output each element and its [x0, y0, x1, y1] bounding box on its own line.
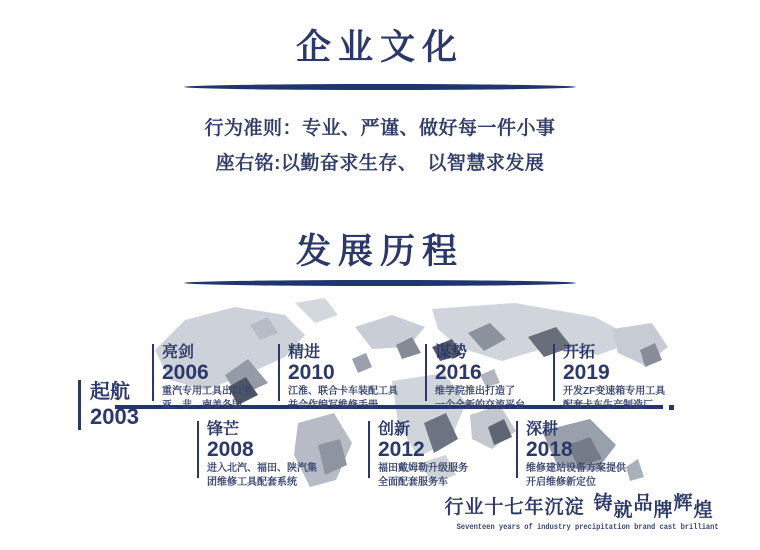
milestone-year: 2010 [288, 361, 335, 384]
milestone-description: 江淮、联合卡车装配工具 并合作编写维修手册 [288, 386, 398, 411]
milestone-year: 2008 [207, 438, 254, 461]
timeline-milestone [152, 344, 252, 411]
timeline-milestone [368, 421, 468, 488]
milestone-title: 创新 [378, 421, 411, 438]
milestone-description: 进入北汽、福田、陕汽集 团维修工具配套系统 [207, 463, 317, 488]
motto-line: 座右铭:以勤奋求生存、 以智慧求发展 [215, 153, 545, 174]
milestone-title: 深耕 [526, 421, 559, 438]
conduct-code-line: 行为准则：专业、严谨、做好每一件小事 [204, 118, 556, 139]
history-title-divider [184, 280, 576, 286]
timeline-origin-2003 [78, 380, 139, 430]
milestone-description: 维修建站设备方案提供 开启维修新定位 [526, 463, 626, 488]
milestone-year: 2019 [563, 361, 610, 384]
timeline-milestone [553, 344, 666, 411]
brand-slogan [440, 492, 718, 532]
timeline-milestone [425, 344, 525, 411]
timeline-milestone [278, 344, 398, 411]
milestone-title: 锋芒 [207, 421, 240, 438]
origin-title: 起航 [90, 381, 130, 403]
milestone-year: 2018 [526, 438, 573, 461]
milestone-title: 谋势 [435, 344, 468, 361]
milestone-year: 2006 [162, 361, 209, 384]
milestone-description: 维学院推出打造了 一个全新的交流平台 [435, 386, 525, 411]
milestone-year: 2012 [378, 438, 425, 461]
culture-title-divider [184, 84, 576, 90]
milestone-description: 重汽专用工具出口至 亚、非、南美各国 [162, 386, 252, 411]
history-section-title: 发展历程 [295, 232, 464, 271]
milestone-title: 亮剑 [162, 344, 195, 361]
milestone-title: 精进 [288, 344, 321, 361]
slogan-english: Seventeen years of industry precipitation brand cast brilliant [456, 523, 719, 532]
milestone-title: 开拓 [563, 344, 596, 361]
milestone-description: 开发ZF变速箱专用工具 配套卡车生产制造厂 [563, 386, 666, 411]
milestone-description: 福田戴姆勒升级服务 全面配套服务车 [378, 463, 468, 488]
timeline-milestone [516, 421, 626, 488]
timeline-axis-end-dot [669, 405, 674, 410]
slogan-part1: 行业十七年沉淀 [444, 497, 585, 518]
culture-section-title: 企业文化 [295, 28, 464, 67]
slogan-cjk-row [440, 492, 718, 519]
slogan-part2: 铸 就 品 牌 辉 煌 [593, 493, 714, 521]
timeline-milestone [197, 421, 317, 488]
origin-year: 2003 [90, 404, 139, 429]
milestone-year: 2016 [435, 361, 482, 384]
